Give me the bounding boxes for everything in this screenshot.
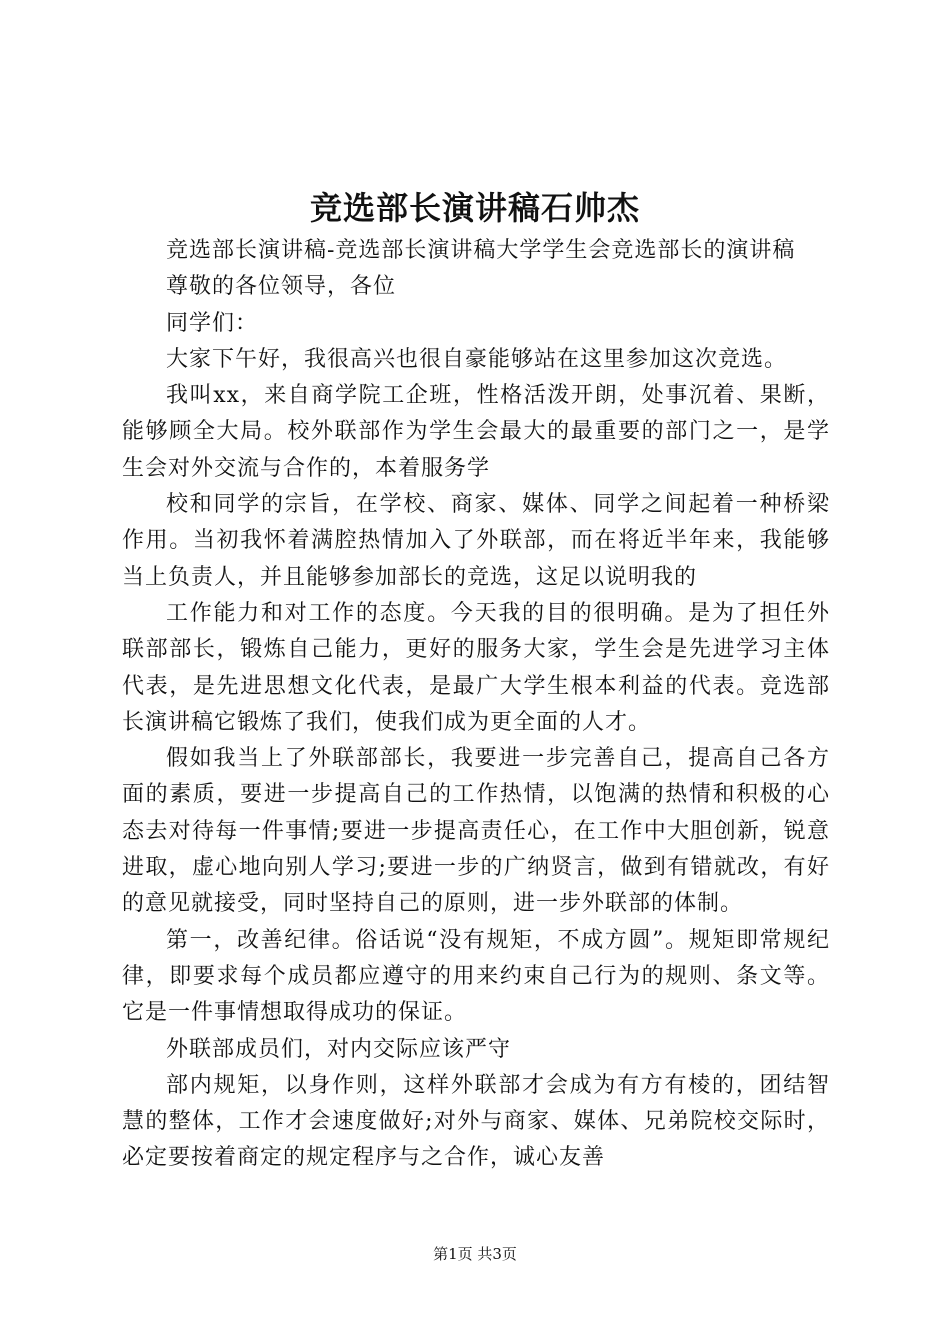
document-title: 竞选部长演讲稿石帅杰	[309, 189, 640, 227]
paragraph: 同学们：	[166, 310, 259, 336]
paragraph: 外联部成员们，对内交际应该严守	[166, 1036, 512, 1062]
paragraph: 第一，改善纪律。俗话说“没有规矩，不成方圆”。规矩即常规纪律，即要求每个成员都应遵守的用来约束自己行为的规则、条文等。它是一件事情想取得成功的保证。	[122, 927, 830, 1026]
paragraph: 校和同学的宗旨，在学校、商家、媒体、同学之间起着一种桥梁作用。当初我怀着满腔热情加入了外联部，而在将近半年来，我能够当上负责人，并且能够参加部长的竞选，这足以说明我的	[122, 492, 830, 590]
paragraph: 尊敬的各位领导，各位	[166, 274, 397, 300]
page-footer: 第1页 共3页	[433, 1245, 517, 1263]
paragraph: 我叫xx，来自商学院工企班，性格活泼开朗，处事沉着、果断，能够顾全大局。校外联部作为学生会最大的最重要的部门之一，是学生会对外交流与合作的，本着服务学	[122, 383, 830, 481]
document-body	[122, 233, 830, 1177]
paragraph: 竞选部长演讲稿-竞选部长演讲稿大学学生会竞选部长的演讲稿	[166, 238, 796, 263]
paragraph: 部内规矩，以身作则，这样外联部才会成为有方有棱的，团结智慧的整体，工作才会速度做好;对外与商家、媒体、兄弟院校交际时，必定要按着商定的规定程序与之合作，诚心友善	[122, 1072, 830, 1171]
paragraph: 假如我当上了外联部部长，我要进一步完善自己，提高自己各方面的素质，要进一步提高自己的工作热情，以饱满的热情和积极的心态去对待每一件事情;要进一步提高责任心，在工作中大胆创新，锐意进取，虚心地向别人学习;要进一步的广纳贤言，做到有错就改，有好的意见就接受，同时坚持自己的原则，进一步外联部的体制。	[122, 746, 830, 917]
paragraph: 大家下午好，我很高兴也很自豪能够站在这里参加这次竞选。	[166, 346, 788, 372]
paragraph: 工作能力和对工作的态度。今天我的目的很明确。是为了担任外联部部长，锻炼自己能力，更好的服务大家，学生会是先进学习主体代表，是先进思想文化代表，是最广大学生根本利益的代表。竞选部长演讲稿它锻炼了我们，使我们成为更全面的人才。	[122, 600, 830, 735]
